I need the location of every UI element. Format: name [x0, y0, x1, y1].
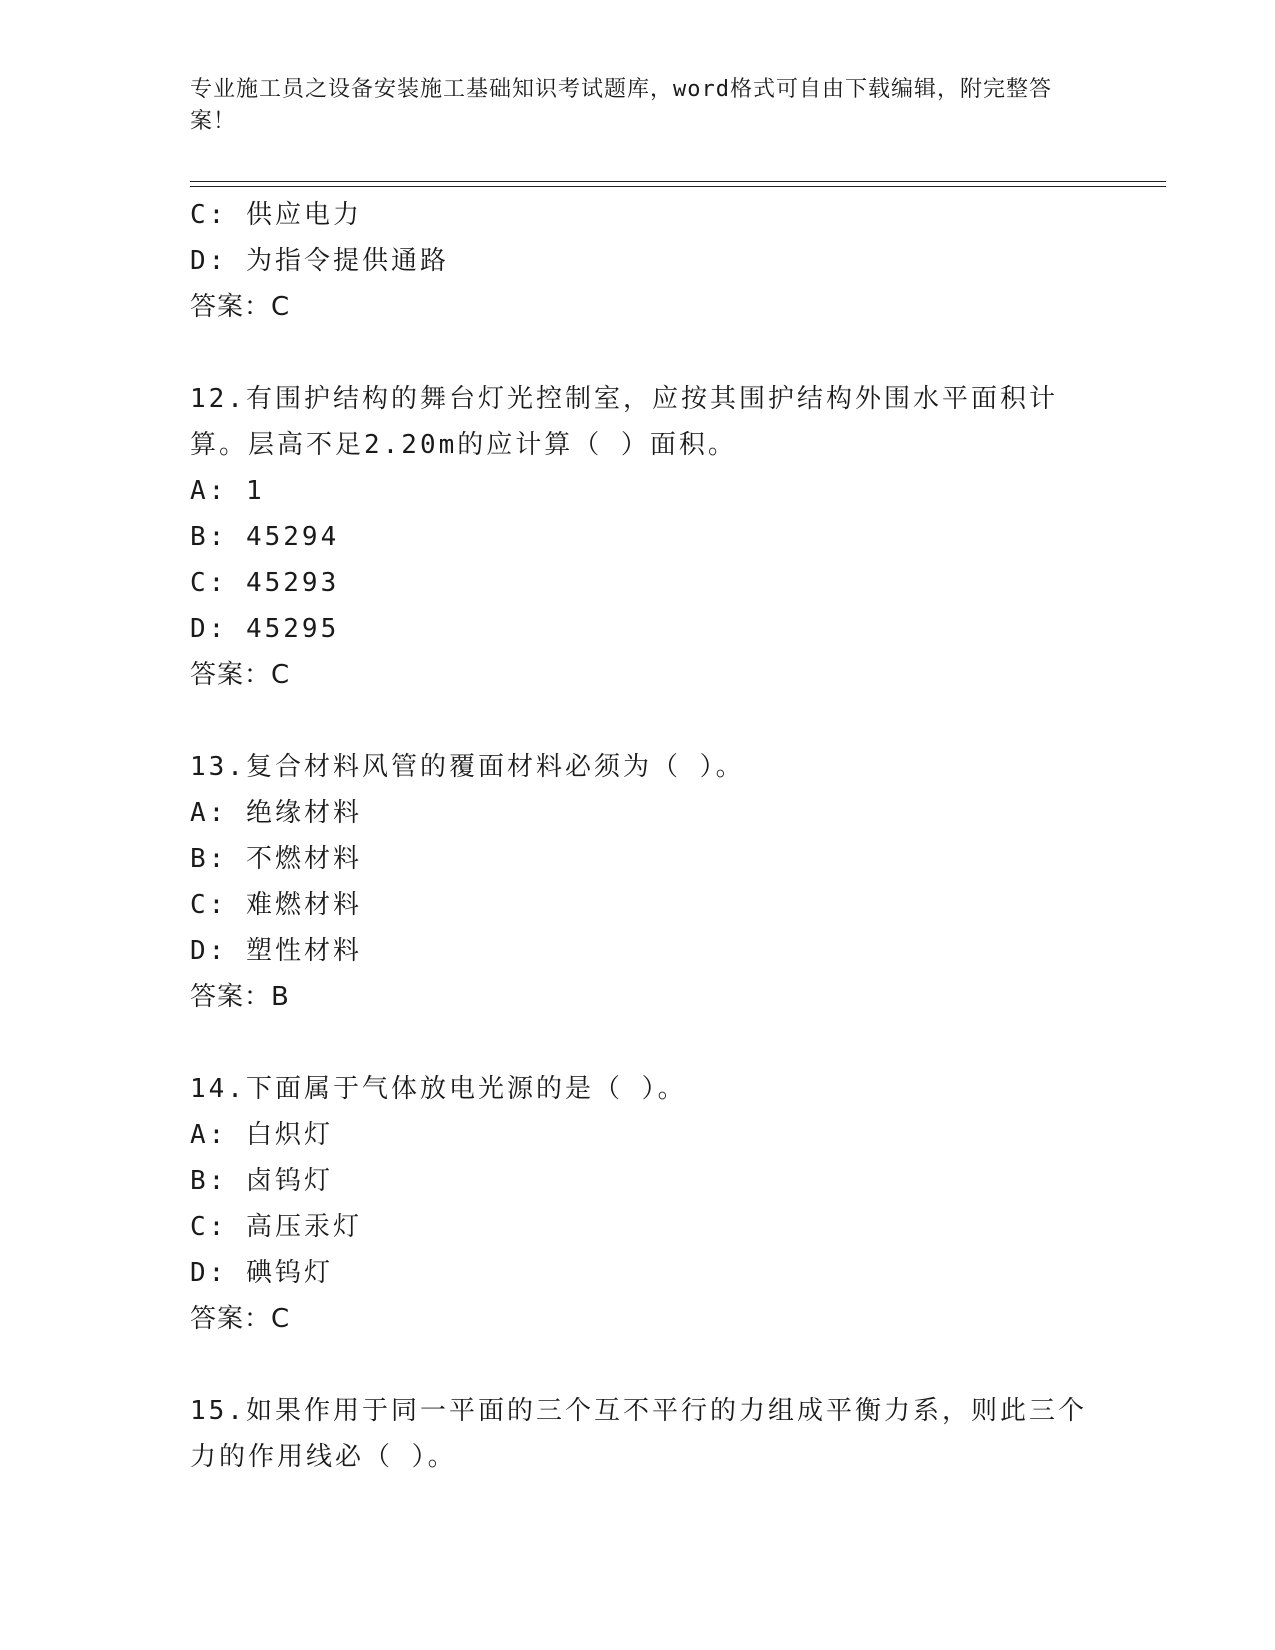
header-divider-bottom: [190, 186, 1166, 187]
document-header: 专业施工员之设备安装施工基础知识考试题库，word格式可自由下载编辑，附完整答案！: [190, 77, 1052, 134]
question-list: [190, 192, 1090, 1480]
question-14: [190, 1066, 1090, 1342]
option-c: C: 45293: [190, 568, 340, 598]
spacer: [190, 1342, 1090, 1388]
option-d: D: 塑性材料: [190, 936, 362, 966]
option-b: B: 卤钨灯: [190, 1166, 333, 1196]
question-12: [190, 376, 1090, 698]
question-text: 13.复合材料风管的覆面材料必须为（ ）。: [190, 752, 745, 782]
option-d: D: 碘钨灯: [190, 1258, 333, 1288]
option-a: A: 绝缘材料: [190, 798, 362, 828]
spacer: [190, 698, 1090, 744]
option-a: A: 1: [190, 476, 265, 506]
answer: 答案：C: [190, 660, 291, 690]
spacer: [190, 330, 1090, 376]
question-text: 14.下面属于气体放电光源的是（ ）。: [190, 1074, 687, 1104]
question-text: 12.有围护结构的舞台灯光控制室，应按其围护结构外围水平面积计算。层高不足2.20m的应计算（ ）面积。: [190, 384, 1058, 460]
question-11: [190, 192, 1090, 330]
answer: 答案：C: [190, 1304, 291, 1334]
option-c: C: 供应电力: [190, 200, 362, 230]
question-text: 15.如果作用于同一平面的三个互不平行的力组成平衡力系，则此三个力的作用线必（ ）。: [190, 1396, 1087, 1472]
question-15: [190, 1388, 1090, 1480]
question-13: [190, 744, 1090, 1020]
option-b: B: 45294: [190, 522, 340, 552]
answer: 答案：C: [190, 292, 291, 322]
answer: 答案：B: [190, 982, 290, 1012]
header-divider-top: [190, 181, 1166, 182]
spacer: [190, 1020, 1090, 1066]
option-c: C: 难燃材料: [190, 890, 362, 920]
option-d: D: 45295: [190, 614, 340, 644]
option-d: D: 为指令提供通路: [190, 246, 449, 276]
option-a: A: 白炽灯: [190, 1120, 333, 1150]
option-b: B: 不燃材料: [190, 844, 362, 874]
option-c: C: 高压汞灯: [190, 1212, 362, 1242]
